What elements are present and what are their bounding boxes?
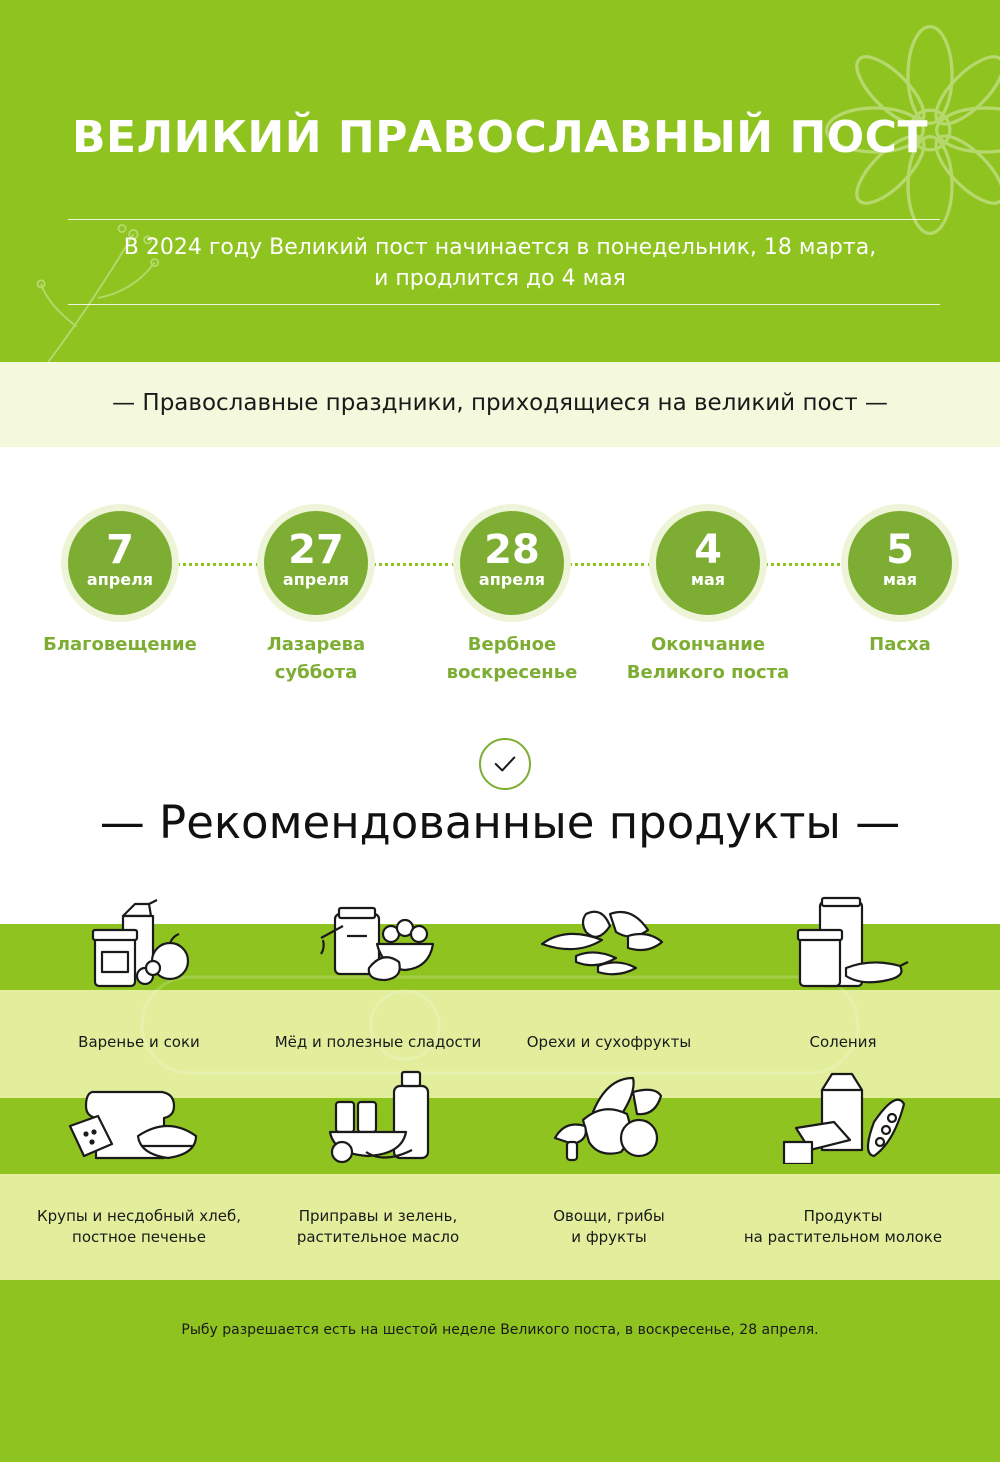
holiday-label: [25, 631, 215, 659]
footer-note: Рыбу разрешается есть на шестой неделе Великого поста, в воскресенье, 28 апреля.: [181, 1322, 819, 1338]
holiday-label-line: Пасха: [869, 634, 931, 655]
product-label: [489, 1206, 729, 1248]
product-label-line: растительное масло: [296, 1228, 460, 1246]
date-day: 28: [484, 527, 540, 573]
product-label: [258, 1032, 498, 1053]
holiday-label-line: Вербное: [467, 634, 557, 655]
date-circle: [264, 511, 368, 615]
timeline-connector: [176, 563, 260, 566]
date-month: апреля: [478, 570, 546, 589]
product-label-line: Соления: [809, 1033, 877, 1051]
page-title: ВЕЛИКИЙ ПРАВОСЛАВНЫЙ ПОСТ: [72, 112, 928, 163]
subtitle-line-1: В 2024 году Великий пост начинается в понедельник, 18 марта,: [123, 235, 877, 260]
date-month: мая: [690, 570, 726, 589]
timeline-connector: [568, 563, 652, 566]
plant-milk-icon: [776, 1068, 916, 1164]
date-day: 5: [886, 527, 914, 573]
holiday-label: [805, 631, 995, 659]
nuts-dried-fruits-icon: [536, 896, 676, 992]
date-month: апреля: [86, 570, 154, 589]
subtitle: [0, 232, 1000, 294]
product-label-line: Мёд и полезные сладости: [274, 1033, 482, 1051]
bread-cereals-icon: [62, 1082, 202, 1178]
title-divider-bottom: [68, 304, 940, 305]
date-month: апреля: [282, 570, 350, 589]
product-label: [19, 1206, 259, 1248]
product-label-line: и фрукты: [571, 1228, 647, 1246]
product-label: [723, 1206, 963, 1248]
product-label-line: постное печенье: [72, 1228, 206, 1246]
product-label-line: на растительном молоке: [743, 1228, 943, 1246]
product-label-line: Продукты: [803, 1207, 883, 1225]
footer-band: [0, 1280, 1000, 1462]
date-circle: [848, 511, 952, 615]
date-month: мая: [882, 570, 918, 589]
date-day: 7: [106, 527, 134, 573]
date-circle: [460, 511, 564, 615]
date-day: 27: [288, 527, 344, 573]
holiday-label-line: Окончание: [650, 634, 766, 655]
holiday-label: [417, 631, 607, 687]
product-label-line: Орехи и сухофрукты: [526, 1033, 692, 1051]
timeline-connector: [764, 563, 848, 566]
date-circle: [68, 511, 172, 615]
product-label: [19, 1032, 259, 1053]
product-label: [723, 1032, 963, 1053]
product-label: [489, 1032, 729, 1053]
holiday-label-line: воскресенье: [446, 662, 578, 683]
holiday-label-line: Благовещение: [43, 634, 197, 655]
jam-juice-icon: [75, 896, 215, 992]
holiday-label-line: Лазарева: [266, 634, 366, 655]
title-divider-top: [68, 219, 940, 220]
spices-oil-icon: [302, 1068, 442, 1164]
recommended-heading: — Рекомендованные продукты —: [99, 796, 901, 849]
holiday-label-line: суббота: [274, 662, 358, 683]
date-day: 4: [694, 527, 722, 573]
product-label-line: Крупы и несдобный хлеб,: [37, 1207, 241, 1225]
date-circle: [656, 511, 760, 615]
header-banner: [0, 0, 1000, 362]
holiday-label: [221, 631, 411, 687]
pickles-icon: [776, 896, 916, 992]
timeline-connector: [372, 563, 456, 566]
holiday-label: [613, 631, 803, 687]
holidays-heading: — Православные праздники, приходящиеся на великий пост —: [112, 390, 888, 416]
vegetables-mushrooms-fruits-icon: [537, 1072, 677, 1168]
product-label-line: Приправы и зелень,: [298, 1207, 458, 1225]
product-label-line: Овощи, грибы: [553, 1207, 665, 1225]
check-icon: [479, 738, 531, 790]
holiday-label-line: Великого поста: [626, 662, 790, 683]
product-label: [258, 1206, 498, 1248]
product-label-line: Варенье и соки: [78, 1033, 200, 1051]
subtitle-line-2: и продлится до 4 мая: [374, 266, 626, 291]
honey-sweets-icon: [303, 896, 443, 992]
